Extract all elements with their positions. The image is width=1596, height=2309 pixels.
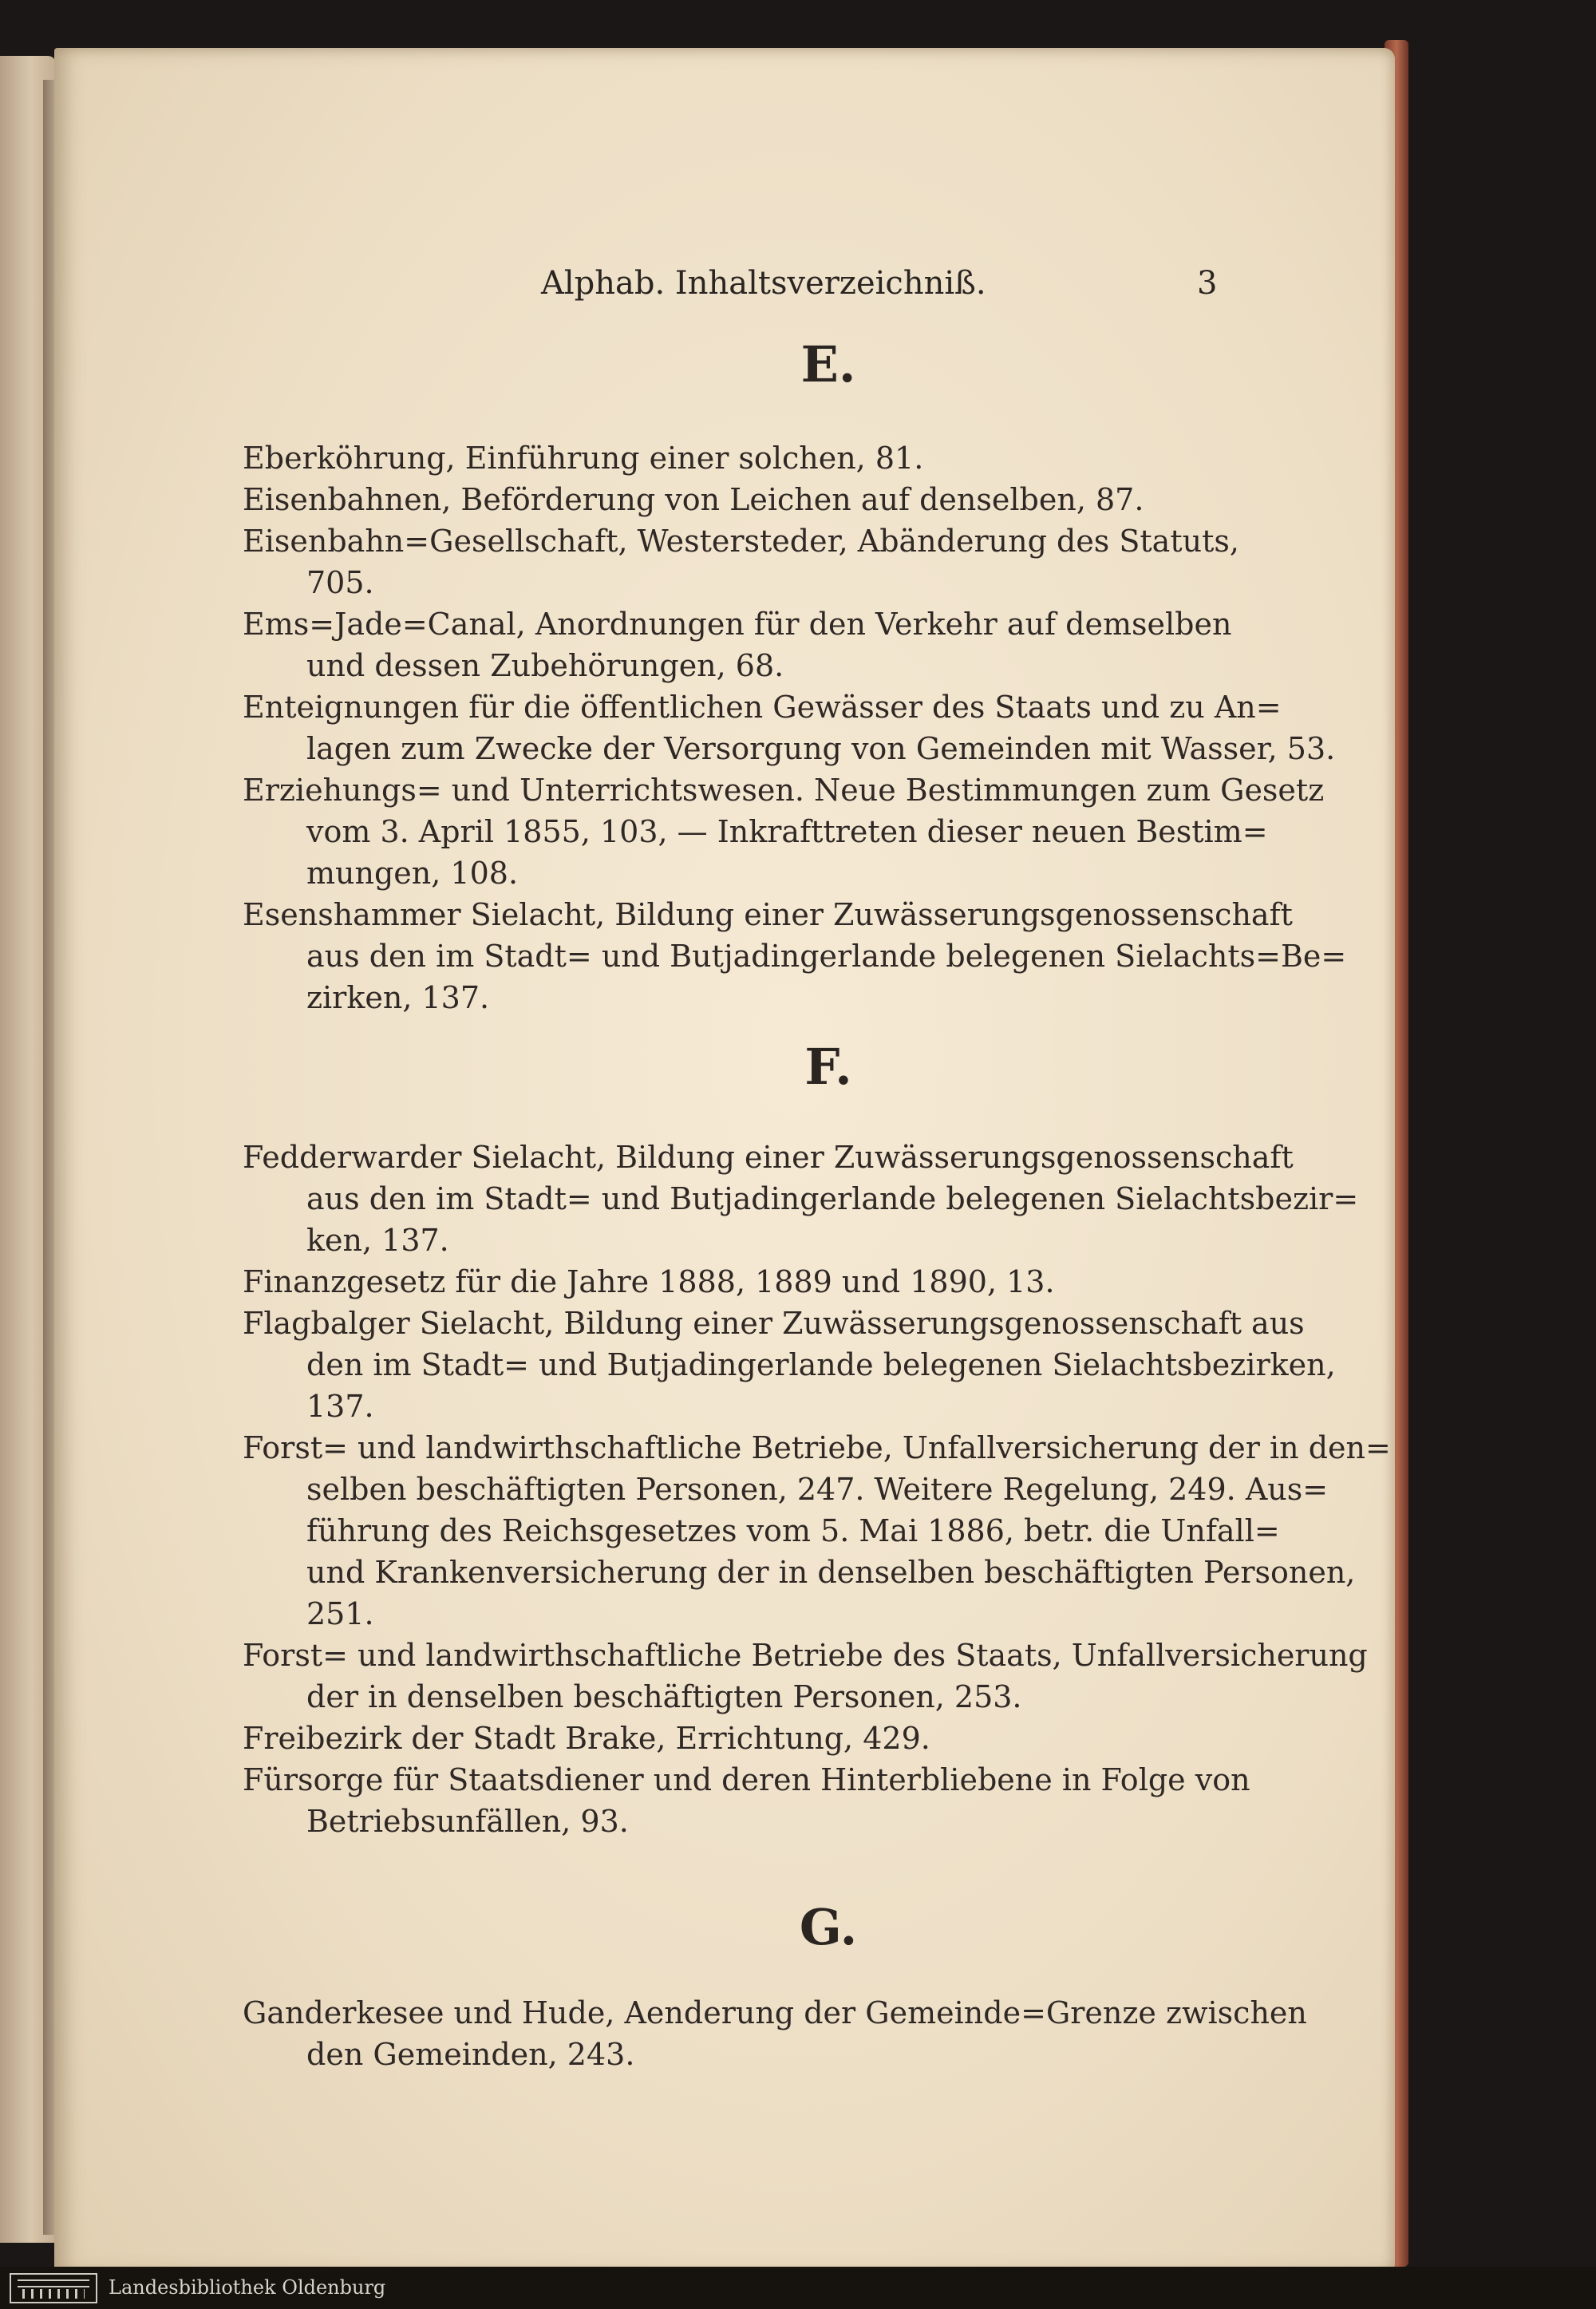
footer-bar bbox=[0, 2267, 1596, 2309]
library-building-icon bbox=[10, 2273, 97, 2303]
index-entry: Enteignungen für die öffentlichen Gewässer des Staats und zu An= lagen zum Zwecke der Versorgung von Gemeinden mit Wasser, 53. bbox=[243, 690, 1336, 766]
index-entry: Forst= und landwirthschaftliche Betriebe des Staats, Unfallversicherung der in denselben beschäftigten Personen, 253. bbox=[243, 1638, 1368, 1714]
index-entry: Ems=Jade=Canal, Anordnungen für den Verkehr auf demselben und dessen Zubehörungen, 68. bbox=[243, 607, 1232, 683]
index-entry: Eisenbahnen, Beförderung von Leichen auf denselben, 87. bbox=[243, 482, 1144, 517]
index-entry: Forst= und landwirthschaftliche Betriebe, Unfallversicherung der in den= selben beschäftigten Personen, 247. Weitere Regelung, 249. Aus= führung des Reichsgesetzes vom 5. Mai 1886, betr. die Unfall= und Krankenversicherung der in denselben beschäftigten Personen, 251. bbox=[243, 1430, 1391, 1631]
book-page bbox=[54, 48, 1395, 2275]
library-name: Landesbibliothek Oldenburg bbox=[109, 2276, 386, 2299]
section-letter-f: F. bbox=[804, 1038, 852, 1096]
index-entry: Finanzgesetz für die Jahre 1888, 1889 und 1890, 13. bbox=[243, 1264, 1055, 1299]
index-entry: Fürsorge für Staatsdiener und deren Hinterbliebene in Folge von Betriebsunfällen, 93. bbox=[243, 1762, 1250, 1839]
index-entry: Fedderwarder Sielacht, Bildung einer Zuwässerungsgenossenschaft aus den im Stadt= und Butjadingerlande belegenen Sielachtsbezir= ken, 137. bbox=[243, 1140, 1359, 1258]
section-letter-e: E. bbox=[800, 335, 856, 393]
index-entry: Eisenbahn=Gesellschaft, Westersteder, Abänderung des Statuts, 705. bbox=[243, 524, 1239, 600]
index-entry: Eberköhrung, Einführung einer solchen, 81. bbox=[243, 441, 924, 476]
section-letter-g: G. bbox=[799, 1898, 858, 1956]
index-entry: Esenshammer Sielacht, Bildung einer Zuwässerungsgenossenschaft aus den im Stadt= und Butjadingerlande belegenen Sielachts=Be= zirken, 137. bbox=[243, 897, 1347, 1015]
index-entry: Ganderkesee und Hude, Aenderung der Gemeinde=Grenze zwischen den Gemeinden, 243. bbox=[243, 1995, 1307, 2072]
index-entry: Erziehungs= und Unterrichtswesen. Neue Bestimmungen zum Gesetz vom 3. April 1855, 103, — Inkrafttreten dieser neuen Bestim= mungen, 108. bbox=[243, 773, 1325, 891]
page-number: 3 bbox=[1197, 265, 1218, 302]
running-title: Alphab. Inhaltsverzeichniß. bbox=[541, 265, 986, 302]
index-entry: Flagbalger Sielacht, Bildung einer Zuwässerungsgenossenschaft aus den im Stadt= und Butjadingerlande belegenen Sielachtsbezirken, 137. bbox=[243, 1306, 1336, 1424]
index-entry: Freibezirk der Stadt Brake, Errichtung, 429. bbox=[243, 1721, 930, 1756]
